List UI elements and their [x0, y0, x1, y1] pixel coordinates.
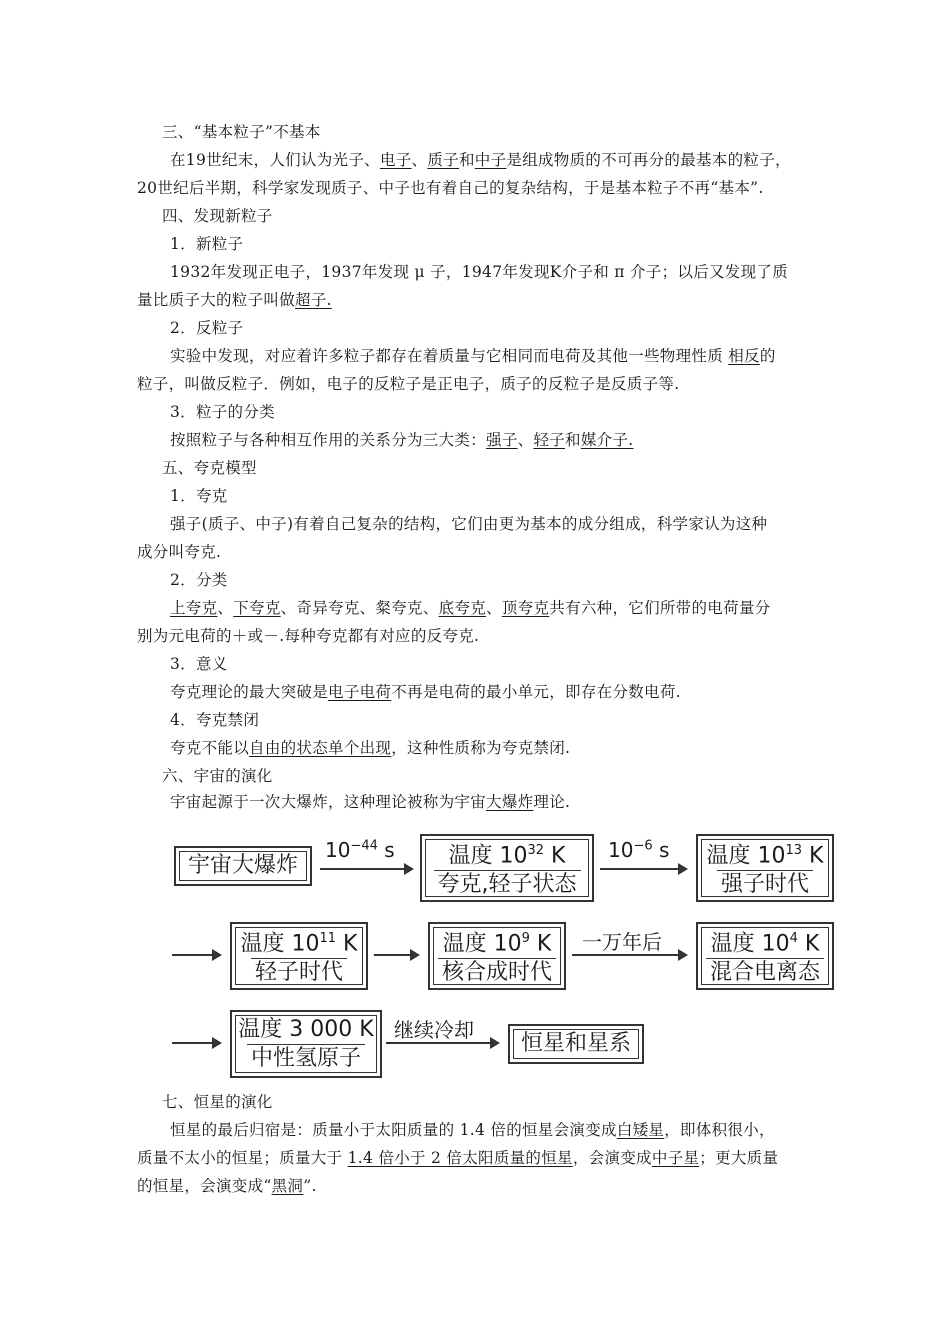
text-span: 实验中发现，对应着许多粒子都存在着质量与它相同而电荷及其他一些物理性质: [170, 347, 729, 365]
text-span: 强子(质子、中子)有着自己复杂的结构，它们由更为基本的成分组成，科学家认为这种: [170, 515, 768, 533]
text-span: ，会演变成: [572, 1149, 652, 1167]
text-span: 量比质子大的粒子叫做: [137, 291, 296, 309]
text-line-s7: [170, 710, 870, 730]
text-line-h4: [162, 206, 862, 226]
text-span: 、: [517, 431, 534, 449]
text-span: 五、夸克模型: [162, 459, 257, 477]
underlined-term: 底夸克: [438, 599, 487, 617]
text-line-s5: [170, 570, 870, 590]
box-lepton-era: 温度 $10^{11}$ K 轻子时代: [230, 922, 368, 990]
arrow-1: [320, 868, 412, 870]
text-line-p5b: [137, 542, 837, 562]
text-span: 宇宙起源于一次大爆炸，这种理论被称为宇宙: [170, 793, 487, 811]
underlined-term: 电子电荷: [328, 683, 392, 701]
text-span: 按照粒子与各种相互作用的关系分为三大类：: [170, 431, 487, 449]
text-span: 、: [486, 599, 502, 617]
text-span: 六、宇宙的演化: [162, 767, 273, 785]
underlined-term: 超子.: [295, 291, 332, 309]
text-span: 粒子，叫做反粒子．例如，电子的反粒子是正电子，质子的反粒子是反质子等.: [137, 375, 680, 393]
text-line-p2b: [137, 290, 837, 310]
text-span: 三、“基本粒子”不基本: [162, 123, 321, 141]
text-span: 和: [458, 151, 475, 169]
underlined-term: 黑洞: [271, 1177, 304, 1195]
box-big-bang: 宇宙大爆炸: [174, 846, 312, 886]
underlined-term: 相反: [728, 347, 760, 365]
underlined-term: 自由的状态单个出现: [249, 739, 392, 757]
arrow-5-label: 一万年后: [582, 930, 662, 954]
arrow-7-label: 继续冷却: [394, 1018, 474, 1042]
text-line-p1b: [137, 178, 837, 198]
text-span: 的: [759, 347, 776, 365]
box-hadron-era: 温度 $10^{13}$ K 强子时代: [696, 834, 834, 902]
underlined-term: 顶夸克: [501, 599, 550, 617]
text-line-p10c: [137, 1176, 837, 1196]
text-line-s4: [170, 486, 870, 506]
text-span: 、: [411, 151, 428, 169]
text-line-p3a: [170, 346, 870, 366]
underlined-term: 中子星: [651, 1149, 700, 1167]
text-span: ；更大质量: [699, 1149, 779, 1167]
text-span: 七、恒星的演化: [162, 1093, 273, 1111]
text-line-p10a: [170, 1120, 870, 1140]
text-span: 不再是电荷的最小单元，即存在分数电荷.: [391, 683, 681, 701]
text-span: 2．反粒子: [170, 319, 244, 337]
text-span: ”.: [303, 1177, 317, 1195]
box-quark-lepton: 温度 $10^{32}$ K 夸克,轻子状态: [420, 834, 594, 902]
underlined-term: 中子: [474, 151, 507, 169]
arrow-1-label: $10^{-44}$ s: [325, 838, 395, 862]
text-span: 1．新粒子: [170, 235, 244, 253]
text-line-h3: [162, 122, 862, 142]
text-line-p6a: [170, 598, 870, 618]
box-nucleosynthesis-era: 温度 $10^9$ K 核合成时代: [428, 922, 566, 990]
text-line-p1a: [170, 150, 870, 170]
text-line-p10b: [137, 1148, 837, 1168]
text-span: 和: [565, 431, 581, 449]
underlined-term: 轻子: [533, 431, 566, 449]
text-line-s6: [170, 654, 870, 674]
underlined-term: 白矮星: [616, 1121, 665, 1139]
text-line-h5: [162, 458, 862, 478]
text-span: 成分叫夸克.: [137, 543, 222, 561]
underlined-term: 下夸克: [233, 599, 281, 617]
underlined-term: 大爆炸: [486, 793, 534, 811]
text-span: 的恒星，会演变成“: [137, 1177, 272, 1195]
text-span: 4．夸克禁闭: [170, 711, 260, 729]
arrow-3: [172, 954, 220, 956]
text-span: 夸克理论的最大突破是: [170, 683, 329, 701]
text-span: 1．夸克: [170, 487, 228, 505]
underlined-term: 质子: [427, 151, 459, 169]
underlined-term: 电子: [379, 151, 412, 169]
text-line-p8: [170, 738, 870, 758]
arrow-6: [172, 1042, 220, 1044]
text-span: 夸克不能以: [170, 739, 250, 757]
text-span: 在19世纪末，人们认为光子、: [170, 151, 380, 169]
text-span: 是组成物质的不可再分的最基本的粒子，: [506, 151, 791, 169]
underlined-term: 媒介子.: [580, 431, 634, 449]
text-line-p3b: [137, 374, 837, 394]
underlined-term: 1.4 倍小于 2 倍太阳质量的恒星: [347, 1149, 573, 1167]
arrow-2: [600, 868, 686, 870]
text-span: 别为元电荷的＋或－.每种夸克都有对应的反夸克.: [137, 627, 480, 645]
text-span: 、奇异夸克、粲夸克、: [280, 599, 439, 617]
text-span: 2．分类: [170, 571, 228, 589]
text-line-p7: [170, 682, 870, 702]
arrow-4: [374, 954, 418, 956]
text-span: 质量不太小的恒星；质量大于: [137, 1149, 348, 1167]
box-mixed-ionized: 温度 $10^4$ K 混合电离态: [696, 922, 834, 990]
text-span: 四、发现新粒子: [162, 207, 273, 225]
underlined-term: 强子: [486, 431, 518, 449]
text-line-p2a: [170, 262, 870, 282]
arrow-2-label: $10^{-6}$ s: [608, 838, 670, 862]
text-line-s2: [170, 318, 870, 338]
universe-evolution-flowchart: [170, 832, 835, 1077]
text-span: 共有六种，它们所带的电荷量分: [549, 599, 771, 617]
underlined-term: 上夸克: [170, 599, 218, 617]
text-span: 理论.: [533, 793, 571, 811]
text-span: 、: [217, 599, 234, 617]
text-line-s3: [170, 402, 870, 422]
text-span: 3．粒子的分类: [170, 403, 275, 421]
box-stars-galaxies: 恒星和星系: [508, 1024, 644, 1064]
text-line-p9: [170, 792, 870, 812]
text-line-h7: [162, 1092, 862, 1112]
text-line-s1: [170, 234, 870, 254]
text-span: 3．意义: [170, 655, 228, 673]
text-span: 20世纪后半期，科学家发现质子、中子也有着自己的复杂结构，于是基本粒子不再“基本”.: [137, 179, 764, 197]
text-span: 恒星的最后归宿是：质量小于太阳质量的 1.4 倍的恒星会演变成: [170, 1121, 617, 1139]
text-line-p4: [170, 430, 870, 450]
text-span: 1932年发现正电子，1937年发现 μ 子，1947年发现K介子和 π 介子；以后又发现了质: [170, 263, 788, 281]
box-neutral-hydrogen: 温度 3 000 K 中性氢原子: [230, 1010, 382, 1078]
text-line-h6: [162, 766, 862, 786]
text-line-p6b: [137, 626, 837, 646]
text-line-p5a: [170, 514, 870, 534]
text-span: ，即体积很小，: [664, 1121, 775, 1139]
text-span: ，这种性质称为夸克禁闭.: [391, 739, 571, 757]
